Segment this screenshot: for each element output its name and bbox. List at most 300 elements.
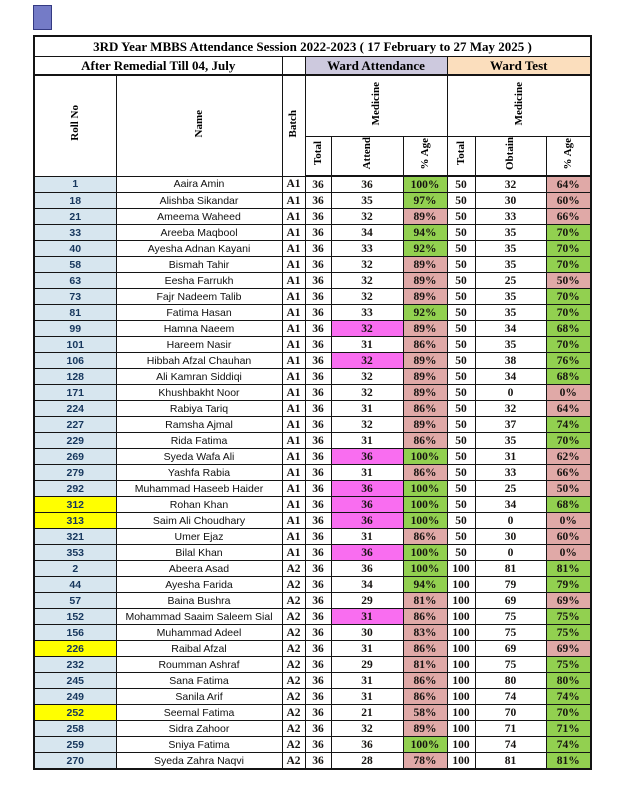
- test-total-cell: 50: [447, 545, 475, 561]
- attend-cell: 32: [331, 721, 403, 737]
- test-total-cell: 100: [447, 641, 475, 657]
- att-total-label: Total: [311, 141, 324, 166]
- batch-cell: A1: [282, 321, 305, 337]
- obtain-cell: 30: [475, 529, 546, 545]
- att-total-cell: 36: [305, 657, 331, 673]
- test-total-cell: 50: [447, 337, 475, 353]
- name-cell: Eesha Farrukh: [116, 273, 282, 289]
- student-row: [34, 225, 591, 241]
- obtain-cell: 69: [475, 641, 546, 657]
- name-cell: Umer Ejaz: [116, 529, 282, 545]
- test-pct-cell: 74%: [546, 689, 591, 705]
- batch-cell: A1: [282, 401, 305, 417]
- batch-header: [282, 75, 305, 176]
- attend-cell: 32: [331, 273, 403, 289]
- test-total-cell: 50: [447, 321, 475, 337]
- student-row: [34, 529, 591, 545]
- student-row: [34, 481, 591, 497]
- att-pct-cell: 86%: [403, 529, 447, 545]
- att-total-cell: 36: [305, 625, 331, 641]
- student-row: [34, 433, 591, 449]
- att-total-cell: 36: [305, 241, 331, 257]
- attend-cell: 36: [331, 561, 403, 577]
- att-pct-cell: 89%: [403, 417, 447, 433]
- att-total-cell: 36: [305, 705, 331, 721]
- att-pct-cell: 100%: [403, 449, 447, 465]
- roll-no-header: [34, 75, 116, 176]
- roll-cell: 171: [34, 385, 116, 401]
- batch-cell: A1: [282, 449, 305, 465]
- batch-cell: A1: [282, 385, 305, 401]
- obtain-cell: 0: [475, 385, 546, 401]
- obtain-cell: 81: [475, 561, 546, 577]
- batch-cell: A2: [282, 737, 305, 753]
- att-total-cell: 36: [305, 641, 331, 657]
- att-pct-cell: 78%: [403, 753, 447, 770]
- test-total-cell: 100: [447, 689, 475, 705]
- batch-cell: A2: [282, 721, 305, 737]
- roll-cell: 245: [34, 673, 116, 689]
- test-total-cell: 100: [447, 721, 475, 737]
- student-row: [34, 417, 591, 433]
- att-total-cell: 36: [305, 689, 331, 705]
- att-pct-cell: 100%: [403, 481, 447, 497]
- test-total-header: [447, 137, 475, 177]
- test-pct-cell: 70%: [546, 305, 591, 321]
- name-cell: Syeda Zahra Naqvi: [116, 753, 282, 770]
- test-pct-cell: 81%: [546, 753, 591, 770]
- attend-cell: 36: [331, 481, 403, 497]
- attend-cell: 36: [331, 176, 403, 193]
- name-cell: Raibal Afzal: [116, 641, 282, 657]
- batch-cell: A1: [282, 529, 305, 545]
- attend-cell: 36: [331, 737, 403, 753]
- obtain-cell: 80: [475, 673, 546, 689]
- attend-cell: 32: [331, 353, 403, 369]
- obtain-cell: 30: [475, 193, 546, 209]
- test-pct-cell: 69%: [546, 593, 591, 609]
- roll-cell: 226: [34, 641, 116, 657]
- student-row: [34, 737, 591, 753]
- test-pct-cell: 74%: [546, 737, 591, 753]
- batch-cell: A1: [282, 225, 305, 241]
- test-pct-cell: 75%: [546, 625, 591, 641]
- test-total-cell: 50: [447, 481, 475, 497]
- test-total-cell: 100: [447, 657, 475, 673]
- test-pct-cell: 60%: [546, 193, 591, 209]
- att-total-cell: 36: [305, 401, 331, 417]
- attend-cell: 31: [331, 465, 403, 481]
- test-pct-cell: 50%: [546, 273, 591, 289]
- roll-cell: 353: [34, 545, 116, 561]
- name-cell: Sniya Fatima: [116, 737, 282, 753]
- obtain-cell: 38: [475, 353, 546, 369]
- att-pct-cell: 89%: [403, 273, 447, 289]
- test-medicine-header: [447, 75, 591, 137]
- batch-cell: A1: [282, 369, 305, 385]
- name-cell: Rohan Khan: [116, 497, 282, 513]
- att-total-cell: 36: [305, 561, 331, 577]
- column-group-row: [34, 75, 591, 137]
- test-pct-cell: 68%: [546, 369, 591, 385]
- att-total-cell: 36: [305, 545, 331, 561]
- test-total-cell: 50: [447, 209, 475, 225]
- obtain-cell: 34: [475, 497, 546, 513]
- test-total-cell: 50: [447, 273, 475, 289]
- test-pct-cell: 70%: [546, 433, 591, 449]
- test-pct-cell: 0%: [546, 385, 591, 401]
- roll-cell: 21: [34, 209, 116, 225]
- obtain-cell: 35: [475, 225, 546, 241]
- test-pct-cell: 68%: [546, 497, 591, 513]
- attend-cell: 28: [331, 753, 403, 770]
- name-cell: Rida Fatima: [116, 433, 282, 449]
- test-pct-header: [546, 137, 591, 177]
- obtain-cell: 31: [475, 449, 546, 465]
- name-cell: Sidra Zahoor: [116, 721, 282, 737]
- sheet-title: 3RD Year MBBS Attendance Session 2022-2023 ( 17 February to 27 May 2025 ): [34, 36, 591, 57]
- test-total-cell: 50: [447, 417, 475, 433]
- name-header: [116, 75, 282, 176]
- roll-cell: 279: [34, 465, 116, 481]
- test-total-cell: 50: [447, 353, 475, 369]
- att-total-cell: 36: [305, 577, 331, 593]
- attend-cell: 31: [331, 609, 403, 625]
- att-total-cell: 36: [305, 497, 331, 513]
- att-total-cell: 36: [305, 593, 331, 609]
- test-total-cell: 50: [447, 176, 475, 193]
- att-total-cell: 36: [305, 305, 331, 321]
- test-pct-cell: 64%: [546, 401, 591, 417]
- name-cell: Hareem Nasir: [116, 337, 282, 353]
- attend-cell: 29: [331, 593, 403, 609]
- att-pct-cell: 81%: [403, 657, 447, 673]
- attend-label: Attend: [360, 137, 373, 170]
- att-total-cell: 36: [305, 449, 331, 465]
- name-cell: Ameema Waheed: [116, 209, 282, 225]
- student-row: [34, 449, 591, 465]
- test-pct-cell: 80%: [546, 673, 591, 689]
- attend-cell: 34: [331, 225, 403, 241]
- att-pct-cell: 86%: [403, 689, 447, 705]
- roll-cell: 312: [34, 497, 116, 513]
- test-total-cell: 50: [447, 369, 475, 385]
- test-total-cell: 100: [447, 609, 475, 625]
- attend-cell: 32: [331, 417, 403, 433]
- att-pct-cell: 100%: [403, 513, 447, 529]
- att-pct-cell: 89%: [403, 209, 447, 225]
- test-total-cell: 100: [447, 673, 475, 689]
- roll-cell: 269: [34, 449, 116, 465]
- student-row: [34, 673, 591, 689]
- batch-cell: A2: [282, 609, 305, 625]
- test-pct-cell: 70%: [546, 289, 591, 305]
- att-pct-cell: 81%: [403, 593, 447, 609]
- test-total-cell: 100: [447, 593, 475, 609]
- obtain-cell: 81: [475, 753, 546, 770]
- roll-cell: 232: [34, 657, 116, 673]
- roll-cell: 73: [34, 289, 116, 305]
- att-total-cell: 36: [305, 737, 331, 753]
- roll-cell: 81: [34, 305, 116, 321]
- name-cell: Bismah Tahir: [116, 257, 282, 273]
- batch-cell: A1: [282, 497, 305, 513]
- batch-cell: A2: [282, 593, 305, 609]
- obtain-cell: 33: [475, 465, 546, 481]
- student-row: [34, 209, 591, 225]
- att-pct-cell: 89%: [403, 721, 447, 737]
- att-total-cell: 36: [305, 225, 331, 241]
- student-row: [34, 689, 591, 705]
- att-pct-header: [403, 137, 447, 177]
- attend-cell: 33: [331, 241, 403, 257]
- roll-cell: 1: [34, 176, 116, 193]
- obtain-cell: 37: [475, 417, 546, 433]
- student-row: [34, 497, 591, 513]
- attend-cell: 32: [331, 321, 403, 337]
- test-total-cell: 50: [447, 225, 475, 241]
- att-pct-cell: 97%: [403, 193, 447, 209]
- batch-cell: A1: [282, 176, 305, 193]
- obtain-cell: 35: [475, 305, 546, 321]
- att-total-cell: 36: [305, 369, 331, 385]
- att-total-cell: 36: [305, 273, 331, 289]
- roll-cell: 152: [34, 609, 116, 625]
- name-cell: Hamna Naeem: [116, 321, 282, 337]
- test-total-cell: 50: [447, 433, 475, 449]
- roll-cell: 33: [34, 225, 116, 241]
- attend-cell: 36: [331, 449, 403, 465]
- att-total-cell: 36: [305, 433, 331, 449]
- batch-cell: A1: [282, 513, 305, 529]
- attend-cell: 21: [331, 705, 403, 721]
- obtain-cell: 0: [475, 513, 546, 529]
- student-row: [34, 305, 591, 321]
- att-total-cell: 36: [305, 209, 331, 225]
- student-row: [34, 337, 591, 353]
- test-total-cell: 50: [447, 193, 475, 209]
- test-total-cell: 50: [447, 513, 475, 529]
- obtain-cell: 33: [475, 209, 546, 225]
- subtitle: After Remedial Till 04, July: [34, 57, 282, 76]
- attend-cell: 36: [331, 497, 403, 513]
- student-row: [34, 641, 591, 657]
- test-total-cell: 100: [447, 577, 475, 593]
- roll-cell: 229: [34, 433, 116, 449]
- attend-cell: 34: [331, 577, 403, 593]
- name-cell: Alishba Sikandar: [116, 193, 282, 209]
- att-pct-cell: 89%: [403, 289, 447, 305]
- name-cell: Baina Bushra: [116, 593, 282, 609]
- test-total-cell: 100: [447, 705, 475, 721]
- test-pct-label: % Age: [562, 137, 575, 170]
- att-total-cell: 36: [305, 193, 331, 209]
- batch-cell: A2: [282, 657, 305, 673]
- obtain-cell: 79: [475, 577, 546, 593]
- student-row: [34, 176, 591, 193]
- name-cell: Yashfa Rabia: [116, 465, 282, 481]
- att-total-cell: 36: [305, 465, 331, 481]
- name-cell: Muhammad Haseeb Haider: [116, 481, 282, 497]
- roll-cell: 252: [34, 705, 116, 721]
- obtain-cell: 35: [475, 337, 546, 353]
- roll-cell: 99: [34, 321, 116, 337]
- section-header-row: [34, 57, 591, 76]
- name-cell: Ayesha Farida: [116, 577, 282, 593]
- batch-cell: A2: [282, 641, 305, 657]
- roll-no-header-label: Roll No: [69, 105, 82, 142]
- att-pct-cell: 89%: [403, 353, 447, 369]
- att-total-cell: 36: [305, 385, 331, 401]
- test-pct-cell: 70%: [546, 337, 591, 353]
- att-pct-cell: 89%: [403, 321, 447, 337]
- batch-header-label: Batch: [287, 109, 300, 137]
- student-row: [34, 593, 591, 609]
- name-cell: Hibbah Afzal Chauhan: [116, 353, 282, 369]
- test-pct-cell: 0%: [546, 513, 591, 529]
- att-total-cell: 36: [305, 257, 331, 273]
- obtain-cell: 75: [475, 657, 546, 673]
- attend-cell: 31: [331, 337, 403, 353]
- att-pct-cell: 86%: [403, 401, 447, 417]
- student-row: [34, 705, 591, 721]
- att-total-cell: 36: [305, 481, 331, 497]
- roll-cell: 270: [34, 753, 116, 770]
- obtain-cell: 34: [475, 321, 546, 337]
- batch-cell: A1: [282, 305, 305, 321]
- attend-cell: 32: [331, 369, 403, 385]
- att-total-cell: 36: [305, 721, 331, 737]
- blue-corner-shape: [33, 5, 52, 30]
- test-total-label: Total: [454, 141, 467, 166]
- test-pct-cell: 0%: [546, 545, 591, 561]
- obtain-cell: 34: [475, 369, 546, 385]
- batch-cell: A2: [282, 753, 305, 770]
- test-total-cell: 50: [447, 305, 475, 321]
- test-total-cell: 50: [447, 385, 475, 401]
- obtain-cell: 35: [475, 433, 546, 449]
- test-pct-cell: 50%: [546, 481, 591, 497]
- attend-cell: 31: [331, 689, 403, 705]
- batch-cell: A1: [282, 257, 305, 273]
- att-pct-cell: 83%: [403, 625, 447, 641]
- att-pct-cell: 92%: [403, 241, 447, 257]
- name-cell: Mohammad Saaim Saleem Sial: [116, 609, 282, 625]
- att-total-cell: 36: [305, 337, 331, 353]
- batch-cell: A2: [282, 705, 305, 721]
- test-total-cell: 50: [447, 289, 475, 305]
- obtain-cell: 32: [475, 176, 546, 193]
- student-row: [34, 353, 591, 369]
- student-row: [34, 385, 591, 401]
- roll-cell: 321: [34, 529, 116, 545]
- test-pct-cell: 74%: [546, 417, 591, 433]
- att-pct-cell: 94%: [403, 577, 447, 593]
- name-cell: Khushbakht Noor: [116, 385, 282, 401]
- roll-cell: 249: [34, 689, 116, 705]
- test-pct-cell: 71%: [546, 721, 591, 737]
- test-pct-cell: 62%: [546, 449, 591, 465]
- name-cell: Ali Kamran Siddiqi: [116, 369, 282, 385]
- test-total-cell: 100: [447, 737, 475, 753]
- name-cell: Rabiya Tariq: [116, 401, 282, 417]
- att-total-cell: 36: [305, 289, 331, 305]
- att-total-cell: 36: [305, 353, 331, 369]
- name-cell: Seemal Fatima: [116, 705, 282, 721]
- att-pct-cell: 100%: [403, 497, 447, 513]
- obtain-cell: 69: [475, 593, 546, 609]
- att-total-cell: 36: [305, 417, 331, 433]
- title-row: [34, 36, 591, 57]
- att-pct-cell: 58%: [403, 705, 447, 721]
- name-cell: Sana Fatima: [116, 673, 282, 689]
- test-pct-cell: 79%: [546, 577, 591, 593]
- attend-cell: 31: [331, 673, 403, 689]
- batch-cell: A1: [282, 545, 305, 561]
- att-pct-cell: 89%: [403, 257, 447, 273]
- test-pct-cell: 75%: [546, 609, 591, 625]
- attendance-table: [33, 35, 592, 770]
- test-pct-cell: 70%: [546, 257, 591, 273]
- att-pct-cell: 86%: [403, 673, 447, 689]
- student-row: [34, 289, 591, 305]
- roll-cell: 259: [34, 737, 116, 753]
- obtain-cell: 32: [475, 401, 546, 417]
- student-row: [34, 545, 591, 561]
- batch-cell: A1: [282, 289, 305, 305]
- obtain-cell: 70: [475, 705, 546, 721]
- roll-cell: 292: [34, 481, 116, 497]
- test-pct-cell: 70%: [546, 225, 591, 241]
- obtain-cell: 35: [475, 241, 546, 257]
- batch-cell: A1: [282, 209, 305, 225]
- att-pct-cell: 100%: [403, 737, 447, 753]
- att-pct-cell: 89%: [403, 385, 447, 401]
- att-total-cell: 36: [305, 753, 331, 770]
- attend-cell: 32: [331, 257, 403, 273]
- att-pct-cell: 92%: [403, 305, 447, 321]
- name-cell: Aaira Amin: [116, 176, 282, 193]
- ward-attendance-header: Ward Attendance: [305, 57, 447, 76]
- name-cell: Saim Ali Choudhary: [116, 513, 282, 529]
- test-total-cell: 100: [447, 561, 475, 577]
- test-pct-cell: 69%: [546, 641, 591, 657]
- batch-cell: A1: [282, 193, 305, 209]
- att-pct-cell: 89%: [403, 369, 447, 385]
- batch-cell: A1: [282, 353, 305, 369]
- roll-cell: 156: [34, 625, 116, 641]
- test-pct-cell: 70%: [546, 705, 591, 721]
- roll-cell: 224: [34, 401, 116, 417]
- name-cell: Abeera Asad: [116, 561, 282, 577]
- roll-cell: 313: [34, 513, 116, 529]
- att-pct-cell: 86%: [403, 433, 447, 449]
- test-pct-cell: 60%: [546, 529, 591, 545]
- test-total-cell: 50: [447, 257, 475, 273]
- name-cell: Areeba Maqbool: [116, 225, 282, 241]
- test-total-cell: 100: [447, 753, 475, 770]
- attend-header: [331, 137, 403, 177]
- attend-cell: 32: [331, 209, 403, 225]
- student-row: [34, 609, 591, 625]
- name-cell: Fajr Nadeem Talib: [116, 289, 282, 305]
- roll-cell: 128: [34, 369, 116, 385]
- obtain-cell: 25: [475, 273, 546, 289]
- att-pct-cell: 94%: [403, 225, 447, 241]
- test-total-cell: 50: [447, 401, 475, 417]
- student-row: [34, 657, 591, 673]
- test-pct-cell: 76%: [546, 353, 591, 369]
